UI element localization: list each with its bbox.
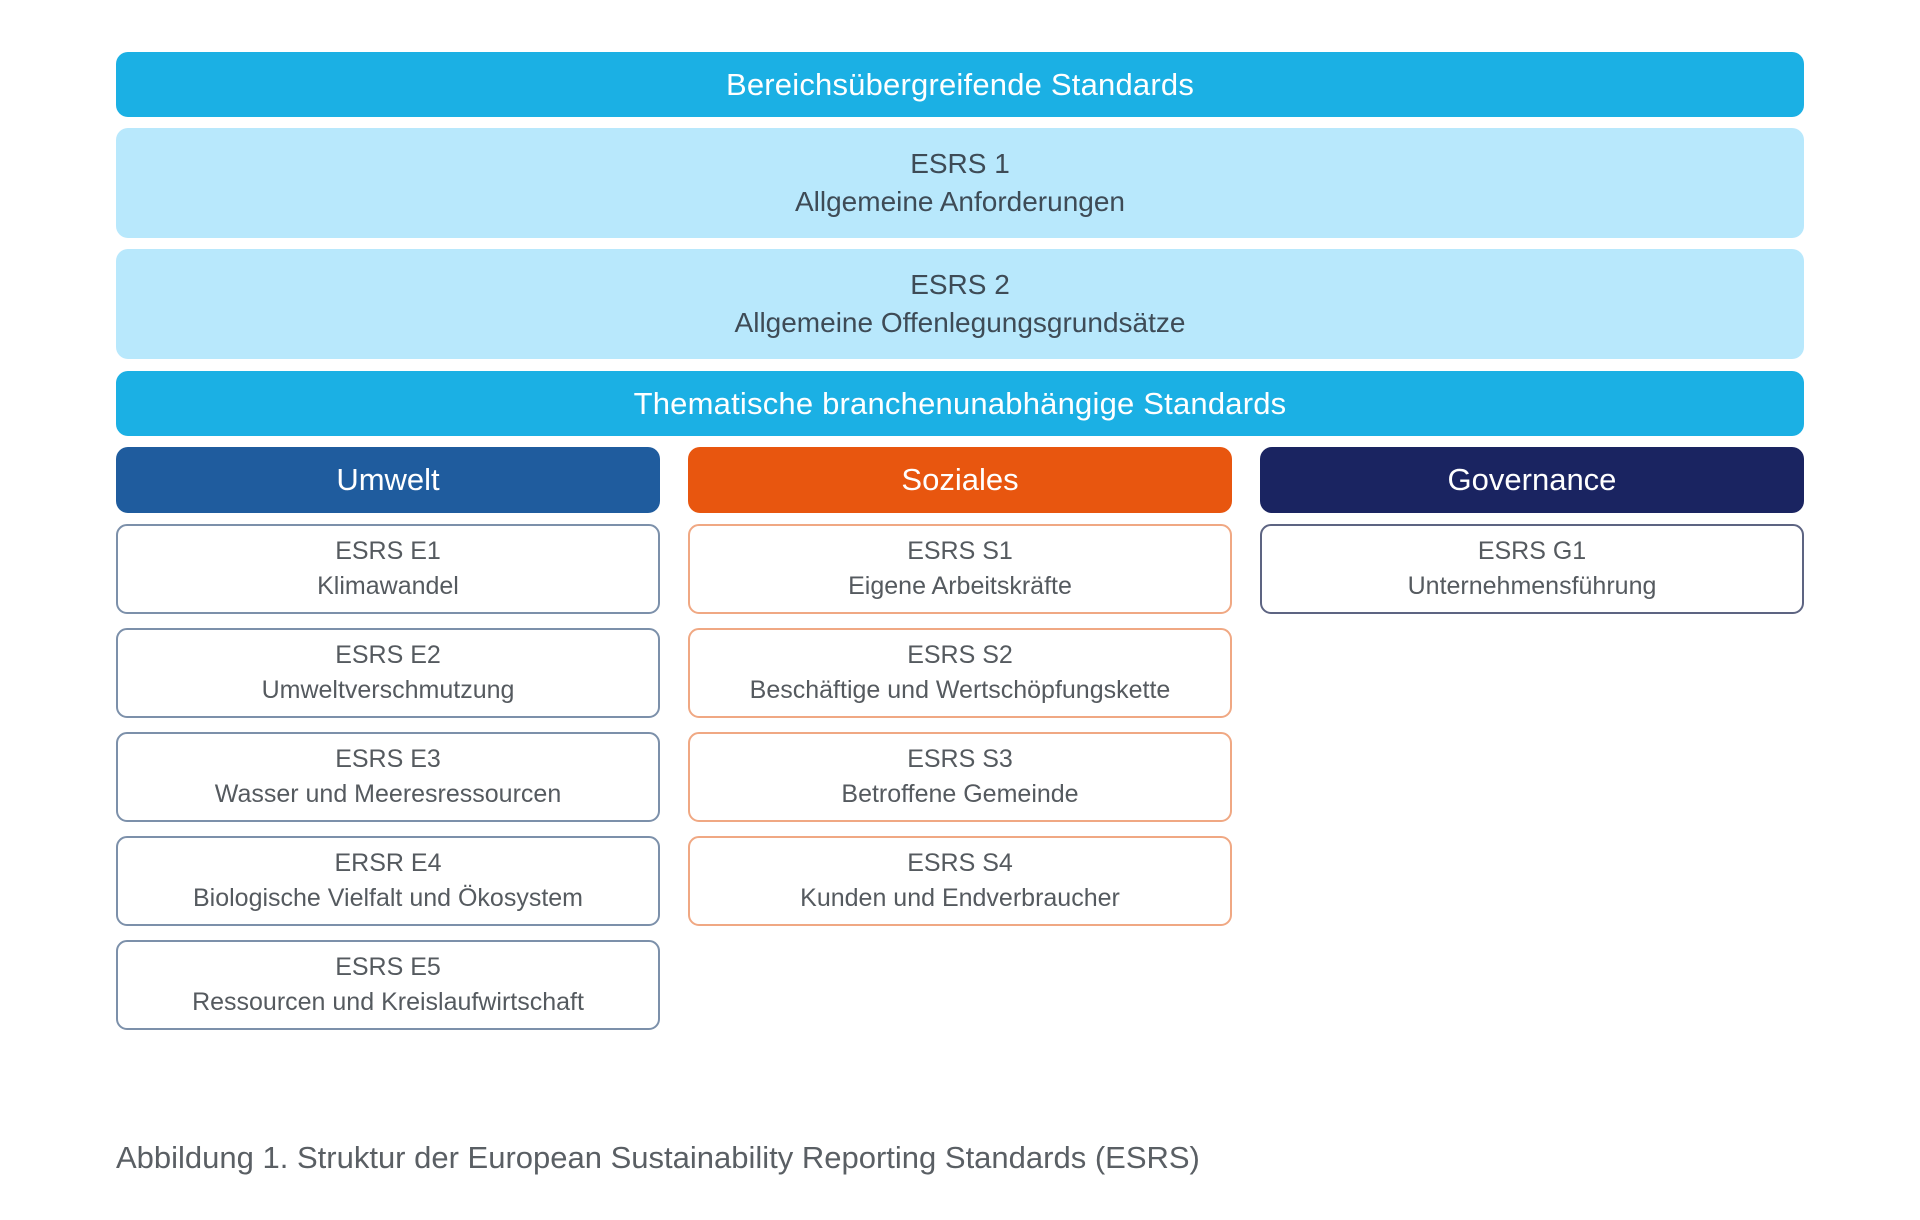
- standard-name: Eigene Arbeitskräfte: [848, 572, 1072, 600]
- figure-caption: Abbildung 1. Struktur der European Sustainability Reporting Standards (ESRS): [116, 1140, 1200, 1175]
- standard-card-e4: [116, 836, 660, 926]
- standard-card-e2: [116, 628, 660, 718]
- esrs-2-name: Allgemeine Offenlegungsgrundsätze: [734, 307, 1186, 338]
- standard-code: ESRS S2: [907, 641, 1013, 669]
- esrs-2-panel: [116, 249, 1804, 359]
- cross-cutting-standards-header: [116, 52, 1804, 117]
- standard-card-s1: [688, 524, 1232, 614]
- standard-code: ESRS S4: [907, 849, 1013, 877]
- column-umwelt: [116, 447, 660, 1030]
- umwelt-header: [116, 447, 660, 513]
- standard-code: ESRS E1: [335, 537, 441, 565]
- standard-card-e3: [116, 732, 660, 822]
- standard-code: ESRS E3: [335, 745, 441, 773]
- umwelt-title: Umwelt: [336, 462, 440, 497]
- standard-code: ESRS E5: [335, 953, 441, 981]
- cross-cutting-standards-title: Bereichsübergreifende Standards: [725, 66, 1195, 102]
- soziales-header: [688, 447, 1232, 513]
- standard-name: Ressourcen und Kreislaufwirtschaft: [192, 988, 584, 1016]
- standard-card-e5: [116, 940, 660, 1030]
- soziales-title: Soziales: [901, 462, 1019, 497]
- standard-code: ESRS S3: [907, 745, 1013, 773]
- esrs-2-code: ESRS 2: [910, 269, 1010, 300]
- standard-code: ESRS S1: [907, 537, 1013, 565]
- standard-name: Kunden und Endverbraucher: [800, 884, 1120, 912]
- governance-header: [1260, 447, 1804, 513]
- esrs-1-panel: [116, 128, 1804, 238]
- standard-card-g1: [1260, 524, 1804, 614]
- esrs-1-code: ESRS 1: [910, 148, 1010, 179]
- column-governance: [1260, 447, 1804, 1030]
- standard-name: Biologische Vielfalt und Ökosystem: [192, 884, 583, 912]
- esrs-1-name: Allgemeine Anforderungen: [794, 186, 1125, 217]
- standard-name: Wasser und Meeresressourcen: [214, 780, 562, 808]
- standard-card-s3: [688, 732, 1232, 822]
- standard-card-s2: [688, 628, 1232, 718]
- standard-name: Beschäftige und Wertschöpfungskette: [749, 676, 1171, 704]
- standard-name: Unternehmensführung: [1407, 572, 1657, 600]
- standard-card-e1: [116, 524, 660, 614]
- standard-name: Klimawandel: [317, 572, 459, 600]
- standard-card-s4: [688, 836, 1232, 926]
- standard-code: ERSR E4: [334, 849, 442, 877]
- standard-code: ESRS E2: [335, 641, 441, 669]
- standard-name: Umweltverschmutzung: [261, 676, 515, 704]
- column-soziales: [688, 447, 1232, 1030]
- thematic-standards-title: Thematische branchenunabhängige Standards: [633, 385, 1287, 421]
- standard-code: ESRS G1: [1477, 537, 1587, 565]
- esrs-structure-diagram: [116, 52, 1804, 1030]
- standard-name: Betroffene Gemeinde: [841, 780, 1079, 808]
- thematic-standards-header: [116, 371, 1804, 436]
- governance-title: Governance: [1447, 462, 1617, 497]
- topic-columns: [116, 447, 1804, 1030]
